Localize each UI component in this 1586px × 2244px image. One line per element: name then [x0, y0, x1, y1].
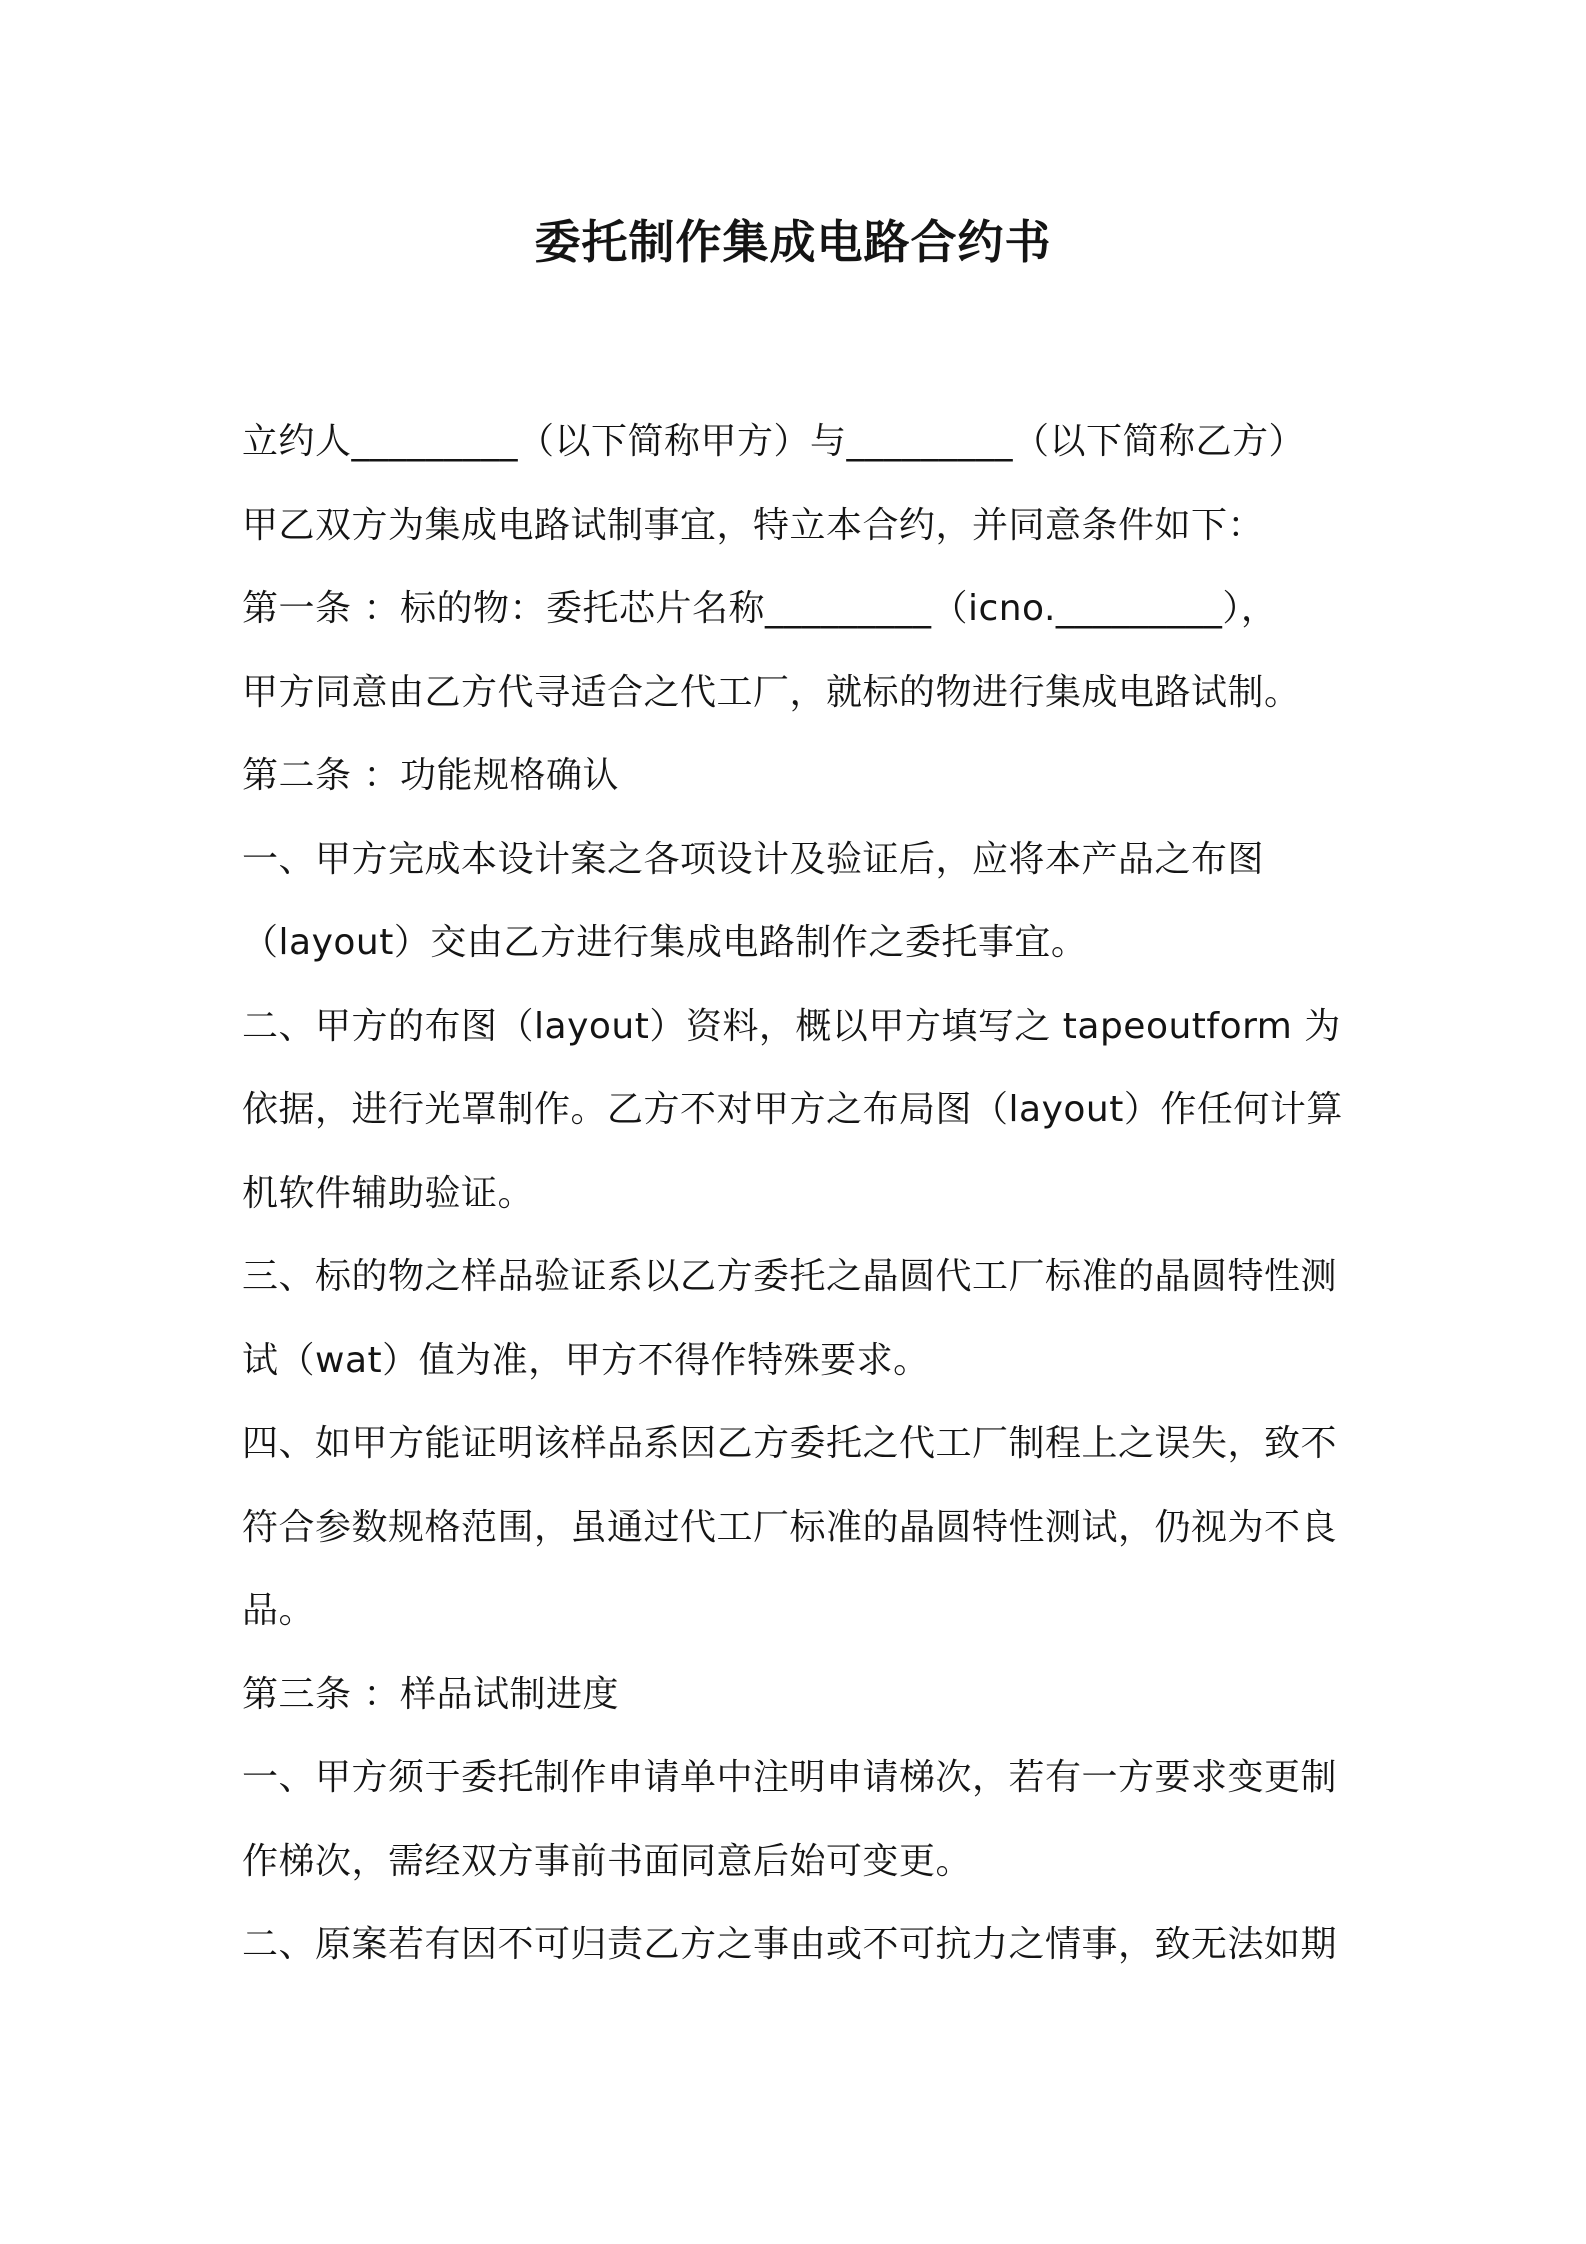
document-line: 二、甲方的布图（layout）资料，概以甲方填写之 tapeoutform 为	[242, 1005, 1341, 1047]
document-line: 三、标的物之样品验证系以乙方委托之晶圆代工厂标准的晶圆特性测	[242, 1256, 1338, 1297]
document-body	[242, 400, 1362, 1987]
document-line: 四、如甲方能证明该样品系因乙方委托之代工厂制程上之误失，致不	[242, 1423, 1338, 1464]
document-line: 试（wat）值为准，甲方不得作特殊要求。	[242, 1339, 930, 1381]
document-line: 依据，进行光罩制作。乙方不对甲方之布局图（layout）作任何计算	[242, 1089, 1343, 1130]
document-line: 品。	[242, 1590, 316, 1631]
document-line: 机软件辅助验证。	[242, 1172, 535, 1214]
document-line: （layout）交由乙方进行集成电路制作之委托事宜。	[242, 922, 1088, 963]
document-line: 甲方同意由乙方代寻适合之代工厂，就标的物进行集成电路试制。	[242, 671, 1301, 713]
section-heading: 第三条 ：样品试制进度	[242, 1673, 619, 1715]
section-heading: 第二条 ：功能规格确认	[242, 755, 619, 796]
document-line: 甲乙双方为集成电路试制事宜，特立本合约，并同意条件如下：	[242, 504, 1265, 546]
document-line: 符合参数规格范围，虽通过代工厂标准的晶圆特性测试，仍视为不良	[242, 1506, 1338, 1548]
document-line: 作梯次，需经双方事前书面同意后始可变更。	[242, 1840, 973, 1882]
document-line: 一、甲方须于委托制作申请单中注明申请梯次，若有一方要求变更制	[242, 1757, 1338, 1798]
document-line: 第一条 ：标的物：委托芯片名称_________（icno._________），	[242, 588, 1278, 629]
document-title: 委托制作集成电路合约书	[534, 215, 1052, 269]
document-line: 一、甲方完成本设计案之各项设计及验证后，应将本产品之布图	[242, 838, 1265, 880]
document-line: 二、原案若有因不可归责乙方之事由或不可抗力之情事，致无法如期	[242, 1924, 1338, 1965]
document-line: 立约人_________（以下简称甲方）与_________（以下简称乙方）	[242, 421, 1306, 462]
